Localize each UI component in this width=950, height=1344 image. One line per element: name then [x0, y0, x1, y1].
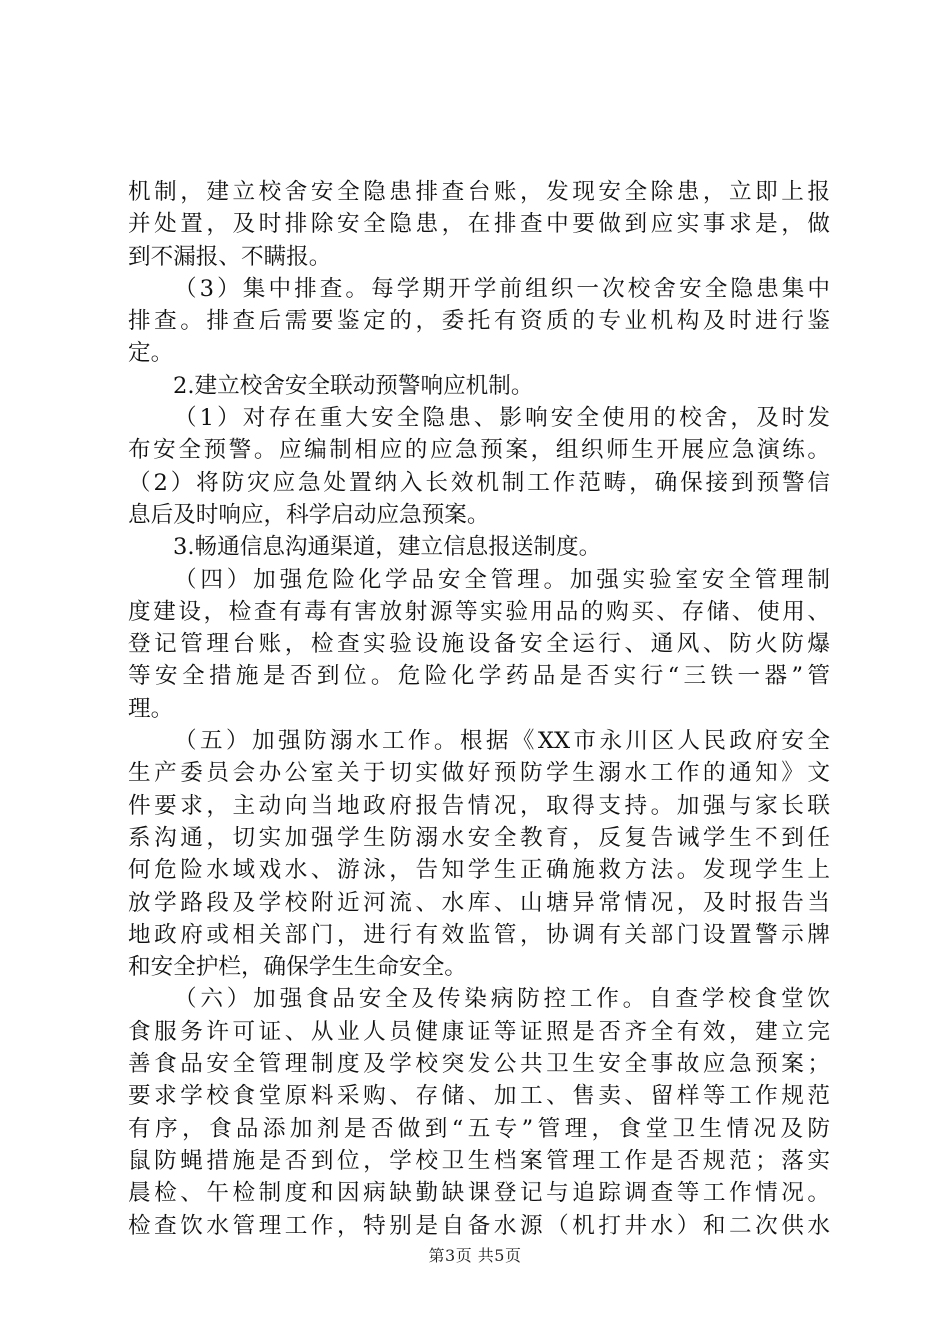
text-line: 并处置，及时排除安全隐患，在排查中要做到应实事求是，做 [128, 211, 830, 238]
text-line: （1）对存在重大安全隐患、影响安全使用的校舍，及时发 [174, 405, 830, 432]
text-line: 鼠防蝇措施是否到位，学校卫生档案管理工作是否规范；落实 [128, 1147, 830, 1174]
text-line: 何危险水域戏水、游泳，告知学生正确施救方法。发现学生上 [128, 857, 830, 884]
text-line: 晨检、午检制度和因病缺勤缺课登记与追踪调查等工作情况。 [128, 1180, 830, 1207]
text-line: 检查饮水管理工作，特别是自备水源（机打井水）和二次供水 [128, 1212, 830, 1239]
text-line: 息后及时响应，科学启动应急预案。 [128, 501, 490, 528]
text-line: 到不漏报、不瞒报。 [128, 243, 332, 270]
text-line: 机制，建立校舍安全隐患排查台账，发现安全除患，立即上报 [128, 179, 830, 205]
text-line: （四）加强危险化学品安全管理。加强实验室安全管理制 [174, 566, 830, 593]
text-line: 和安全护栏，确保学生生命安全。 [128, 954, 467, 981]
text-line: 放学路段及学校附近河流、水库、山塘异常情况，及时报告当 [128, 889, 830, 916]
text-line: 理。 [128, 695, 174, 722]
text-line: （2）将防灾应急处置纳入长效机制工作范畴，确保接到预警信 [128, 469, 830, 496]
text-line: （3）集中排查。每学期开学前组织一次校舍安全隐患集中 [174, 275, 830, 302]
text-line: 要求学校食堂原料采购、存储、加工、售卖、留样等工作规范 [128, 1083, 830, 1110]
text-line: 食服务许可证、从业人员健康证等证照是否齐全有效，建立完 [128, 1018, 830, 1045]
text-line: 排查。排查后需要鉴定的，委托有资质的专业机构及时进行鉴 [128, 308, 830, 335]
text-line: 登记管理台账，检查实验设施设备安全运行、通风、防火防爆 [128, 631, 830, 658]
text-line: 定。 [128, 340, 174, 367]
text-line: 系沟通，切实加强学生防溺水安全教育，反复告诫学生不到任 [128, 824, 830, 851]
text-line: 善食品安全管理制度及学校突发公共卫生安全事故应急预案； [128, 1051, 830, 1078]
section-heading: 3.畅通信息沟通渠道，建立信息报送制度。 [173, 534, 602, 561]
section-heading: 2.建立校舍安全联动预警响应机制。 [173, 372, 534, 399]
text-line: （六）加强食品安全及传染病防控工作。自查学校食堂饮 [174, 986, 830, 1013]
text-line: 地政府或相关部门，进行有效监管，协调有关部门设置警示牌 [128, 921, 830, 948]
text-line: （五）加强防溺水工作。根据《XX市永川区人民政府安全 [174, 728, 830, 755]
text-line: 有序，食品添加剂是否做到“五专”管理，食堂卫生情况及防 [128, 1115, 830, 1142]
text-line: 度建设，检查有毒有害放射源等实验用品的购买、存储、使用、 [128, 598, 830, 625]
text-line: 布安全预警。应编制相应的应急预案，组织师生开展应急演练。 [128, 437, 830, 464]
text-line: 等安全措施是否到位。危险化学药品是否实行“三铁一器”管 [128, 663, 830, 690]
document-body [128, 176, 830, 1242]
text-line: 生产委员会办公室关于切实做好预防学生溺水工作的通知》文 [128, 760, 830, 787]
page-number-footer: 第3页 共5页 [428, 1246, 522, 1265]
text-line: 件要求，主动向当地政府报告情况，取得支持。加强与家长联 [128, 792, 830, 819]
